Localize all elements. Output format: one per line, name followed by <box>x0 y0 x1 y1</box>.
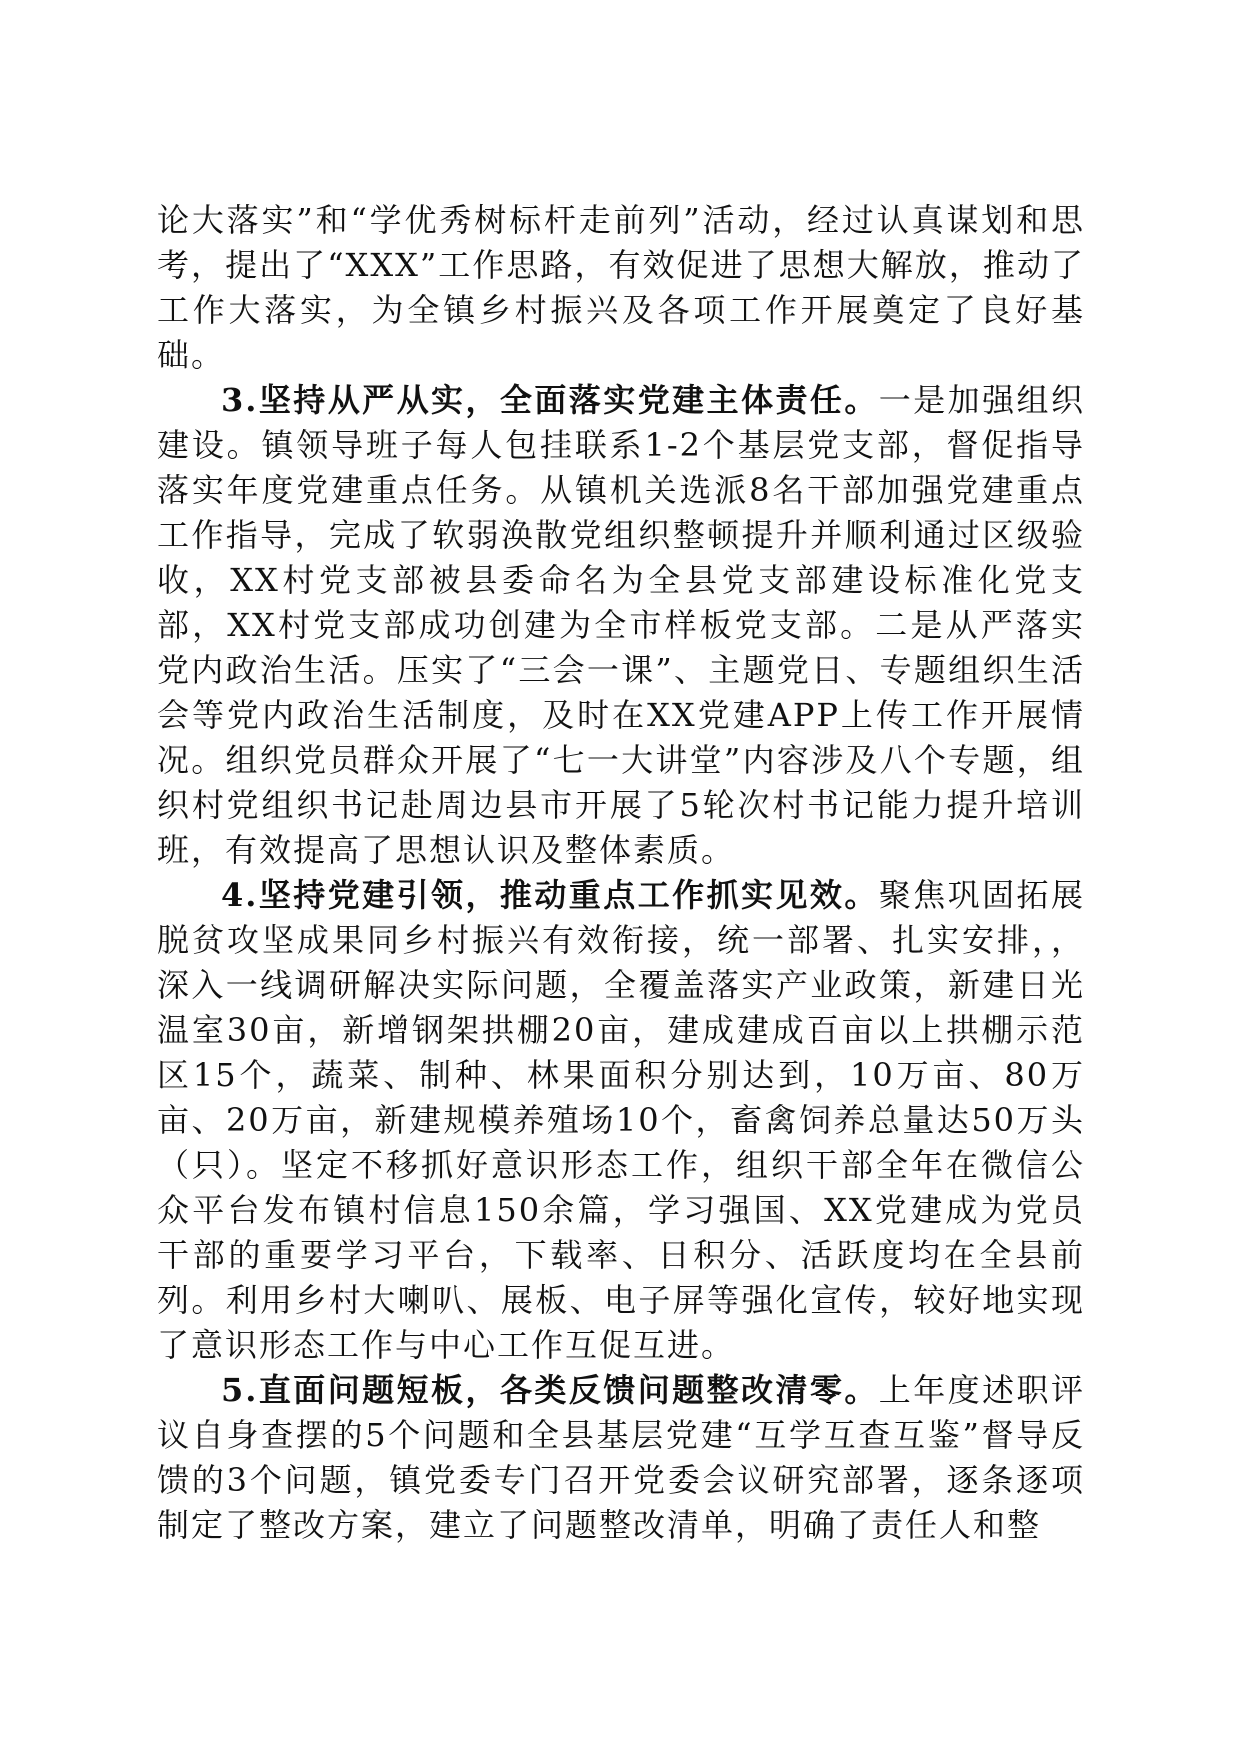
paragraph-text: 聚焦巩固拓展脱贫攻坚成果同乡村振兴有效衔接，统一部署、扎实安排，，深入一线调研解决实际问题，全覆盖落实产业政策，新建日光温室30亩，新增钢架拱棚20亩，建成建成百亩以上拱棚示范区15个，蔬菜、制种、林果面积分别达到，10万亩、80万亩、20万亩，新建规模养殖场10个，畜禽饲养总量达50万头（只）。坚定不移抓好意识形态工作，组织干部全年在微信公众平台发布镇村信息150余篇，学习强国、XX党建成为党员干部的重要学习平台，下载率、日积分、活跃度均在全县前列。利用乡村大喇叭、展板、电子屏等强化宣传，较好地实现了意识形态工作与中心工作互促互进。 <box>157 876 1085 1364</box>
paragraph-section-5 <box>157 1368 1085 1548</box>
section-heading-5: 5.直面问题短板，各类反馈问题整改清零。 <box>221 1371 879 1409</box>
paragraph-text: 一是加强组织建设。镇领导班子每人包挂联系1-2个基层党支部，督促指导落实年度党建重点任务。从镇机关选派8名干部加强党建重点工作指导，完成了软弱涣散党组织整顿提升并顺利通过区级验收，XX村党支部被县委命名为全县党支部建设标准化党支部，XX村党支部成功创建为全市样板党支部。二是从严落实党内政治生活。压实了“三会一课”、主题党日、专题组织生活会等党内政治生活制度，及时在XX党建APP上传工作开展情况。组织党员群众开展了“七一大讲堂”内容涉及八个专题，组织村党组织书记赴周边县市开展了5轮次村书记能力提升培训班，有效提高了思想认识及整体素质。 <box>157 381 1085 869</box>
section-heading-4: 4.坚持党建引领，推动重点工作抓实见效。 <box>221 876 879 914</box>
document-body <box>157 198 1085 1548</box>
paragraph-continued <box>157 198 1085 378</box>
paragraph-text: 论大落实”和“学优秀树标杆走前列”活动，经过认真谋划和思考，提出了“XXX”工作思路，有效促进了思想大解放，推动了工作大落实，为全镇乡村振兴及各项工作开展奠定了良好基础。 <box>157 201 1085 374</box>
paragraph-text: 上年度述职评议自身查摆的5个问题和全县基层党建“互学互查互鉴”督导反馈的3个问题，镇党委专门召开党委会议研究部署，逐条逐项制定了整改方案，建立了问题整改清单，明确了责任人和整 <box>157 1371 1085 1544</box>
paragraph-section-3 <box>157 378 1085 873</box>
paragraph-section-4 <box>157 873 1085 1368</box>
section-heading-3: 3.坚持从严从实，全面落实党建主体责任。 <box>221 381 879 419</box>
